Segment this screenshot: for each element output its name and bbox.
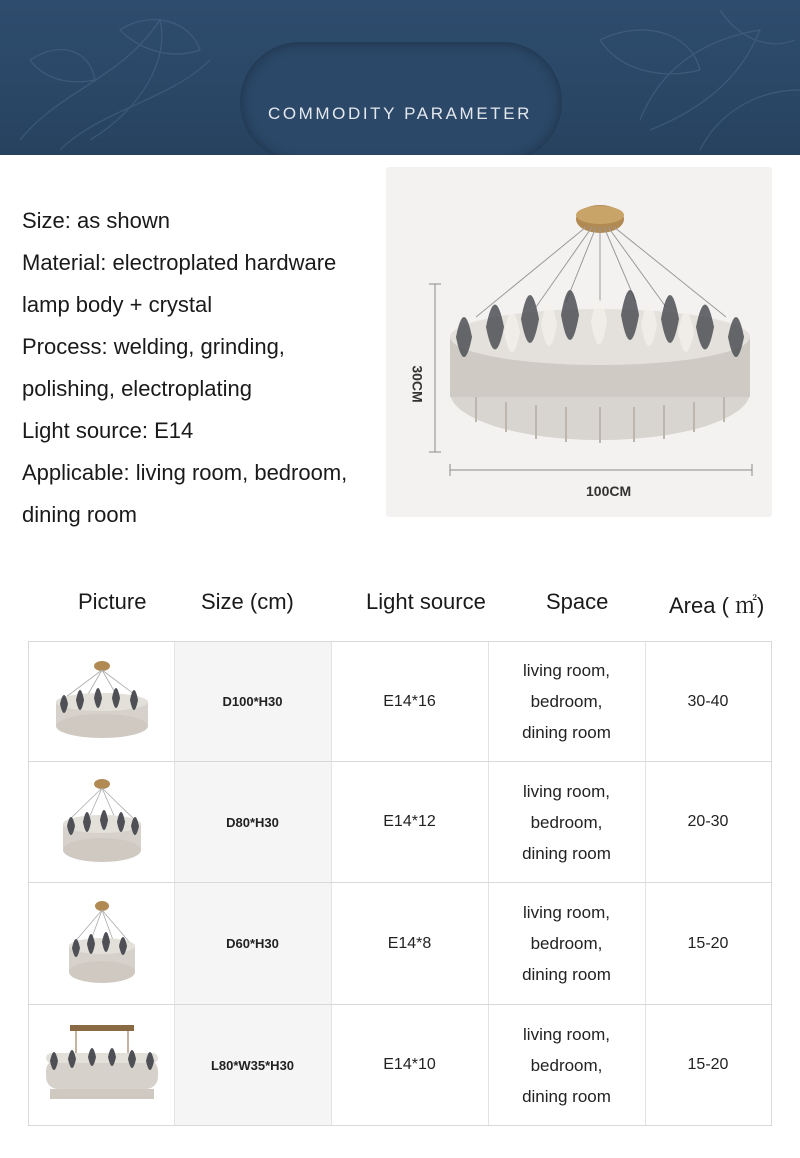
table-row — [29, 642, 771, 762]
banner-title: COMMODITY PARAMETER — [267, 104, 533, 123]
chandelier-thumbnail-icon — [42, 652, 162, 752]
space-cell — [488, 762, 645, 882]
chandelier-thumbnail-icon — [40, 1017, 164, 1113]
header-banner — [0, 0, 800, 155]
light-source-cell: E14*10 — [383, 1056, 436, 1073]
space-line: living room, — [523, 781, 610, 801]
size-cell: L80*W35*H30 — [210, 1057, 295, 1073]
space-line: dining room — [522, 965, 611, 984]
space-line: bedroom, — [530, 812, 603, 832]
area-cell: 20-30 — [687, 813, 729, 830]
spec-line: Size: as shown — [22, 208, 170, 233]
size-cell: D100*H30 — [222, 694, 283, 709]
space-cell — [488, 1005, 645, 1125]
height-dimension-label: 30CM — [409, 365, 426, 403]
product-thumbnail — [29, 762, 174, 882]
light-source-cell: E14*12 — [383, 813, 436, 830]
product-hero-image — [386, 167, 772, 517]
size-cell: D60*H30 — [226, 936, 279, 951]
space-line: bedroom, — [530, 692, 603, 711]
chandelier-thumbnail-icon — [47, 770, 157, 874]
product-thumbnail — [29, 1005, 174, 1125]
spec-line: Applicable: living room, bedroom, — [22, 460, 348, 485]
space-line: dining room — [522, 1086, 611, 1106]
space-line: dining room — [522, 723, 611, 742]
space-cell — [488, 883, 645, 1004]
light-source-cell: E14*8 — [387, 934, 432, 952]
table-row — [29, 883, 771, 1005]
area-cell: 15-20 — [687, 1056, 729, 1073]
header-picture: Picture — [78, 589, 147, 614]
table-header — [0, 585, 800, 621]
table-row — [29, 1005, 771, 1125]
light-source-cell: E14*16 — [383, 692, 436, 710]
space-line: living room, — [523, 1024, 610, 1044]
header-light-source: Light source — [366, 589, 486, 614]
spec-line: Process: welding, grinding, — [22, 334, 285, 359]
header-area: Area ( ㎡) — [669, 593, 765, 618]
spec-line: dining room — [22, 502, 137, 527]
space-line: living room, — [523, 903, 610, 922]
spec-line: Material: electroplated hardware — [22, 250, 337, 275]
header-space: Space — [546, 589, 609, 614]
area-cell: 15-20 — [687, 934, 729, 952]
chandelier-thumbnail-icon — [57, 892, 147, 996]
product-thumbnail — [29, 642, 174, 761]
spec-list — [22, 200, 392, 536]
parameter-table — [28, 641, 772, 1126]
size-cell: D80*H30 — [226, 814, 279, 830]
table-row — [29, 762, 771, 883]
space-line: bedroom, — [530, 934, 603, 953]
space-line: bedroom, — [530, 1055, 603, 1075]
space-line: living room, — [523, 661, 610, 680]
chandelier-icon — [386, 167, 772, 517]
spec-line: polishing, electroplating — [22, 376, 252, 401]
spec-line: Light source: E14 — [22, 418, 194, 443]
space-cell — [488, 642, 645, 761]
banner-pill — [240, 42, 562, 155]
area-cell: 30-40 — [687, 692, 729, 710]
header-size: Size (cm) — [201, 589, 294, 614]
spec-line: lamp body + crystal — [22, 292, 213, 317]
space-line: dining room — [522, 843, 611, 863]
width-dimension-label: 100CM — [586, 483, 632, 499]
product-thumbnail — [29, 883, 174, 1004]
